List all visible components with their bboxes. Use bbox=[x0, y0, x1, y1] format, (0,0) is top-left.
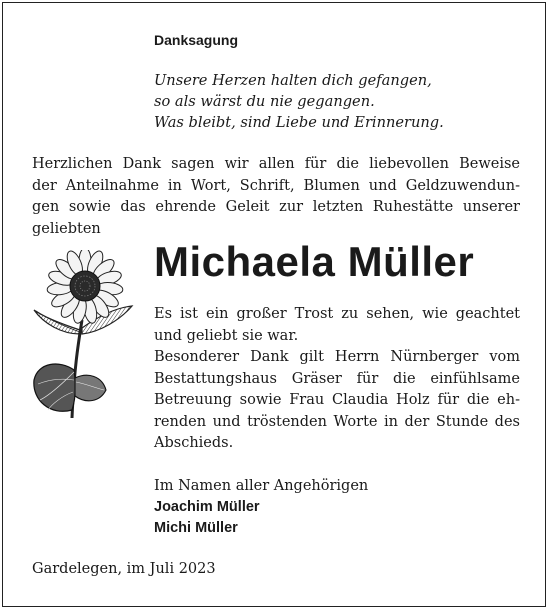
signer-name: Joachim Müller bbox=[154, 499, 260, 515]
body-line: Es ist ein großer Trost zu sehen, wie geachtet bbox=[154, 306, 520, 322]
signer-name: Michi Müller bbox=[154, 520, 238, 536]
signature-intro: Im Namen aller Angehörigen bbox=[154, 478, 369, 494]
intro-paragraph bbox=[32, 154, 520, 240]
intro-line: der Anteilnahme in Wort, Schrift, Blumen und Geldzuwendun- bbox=[32, 177, 520, 194]
body-line: Betreuung sowie Frau Claudia Holz für die eh- bbox=[154, 392, 520, 408]
poem-line: Unsere Herzen halten dich gefangen, bbox=[154, 72, 432, 89]
intro-line: geliebten bbox=[32, 220, 101, 237]
place-date: Gardelegen, im Juli 2023 bbox=[32, 561, 216, 577]
body-line: renden und tröstenden Worte in der Stunde des bbox=[154, 413, 520, 430]
body-line: und geliebt sie war. bbox=[154, 327, 299, 344]
body-line: Abschieds. bbox=[154, 435, 234, 451]
heading: Danksagung bbox=[154, 32, 239, 48]
body-line: Bestattungshaus Gräser für die einfühlsame bbox=[154, 370, 520, 387]
poem bbox=[154, 70, 444, 133]
intro-line: Herzlichen Dank sagen wir allen für die liebevollen Beweise bbox=[32, 156, 520, 172]
body-line: Besonderer Dank gilt Herrn Nürnberger vom bbox=[154, 349, 520, 365]
deceased-name: Michaela Müller bbox=[154, 238, 475, 285]
poem-line: Was bleibt, sind Liebe und Erinnerung. bbox=[154, 114, 444, 131]
poem-line: so als wärst du nie gegangen. bbox=[154, 93, 375, 110]
thanks-paragraph bbox=[154, 304, 520, 455]
sunflower-icon bbox=[30, 250, 140, 422]
intro-line: gen sowie das ehrende Geleit zur letzten Ruhestätte unserer bbox=[32, 199, 520, 215]
